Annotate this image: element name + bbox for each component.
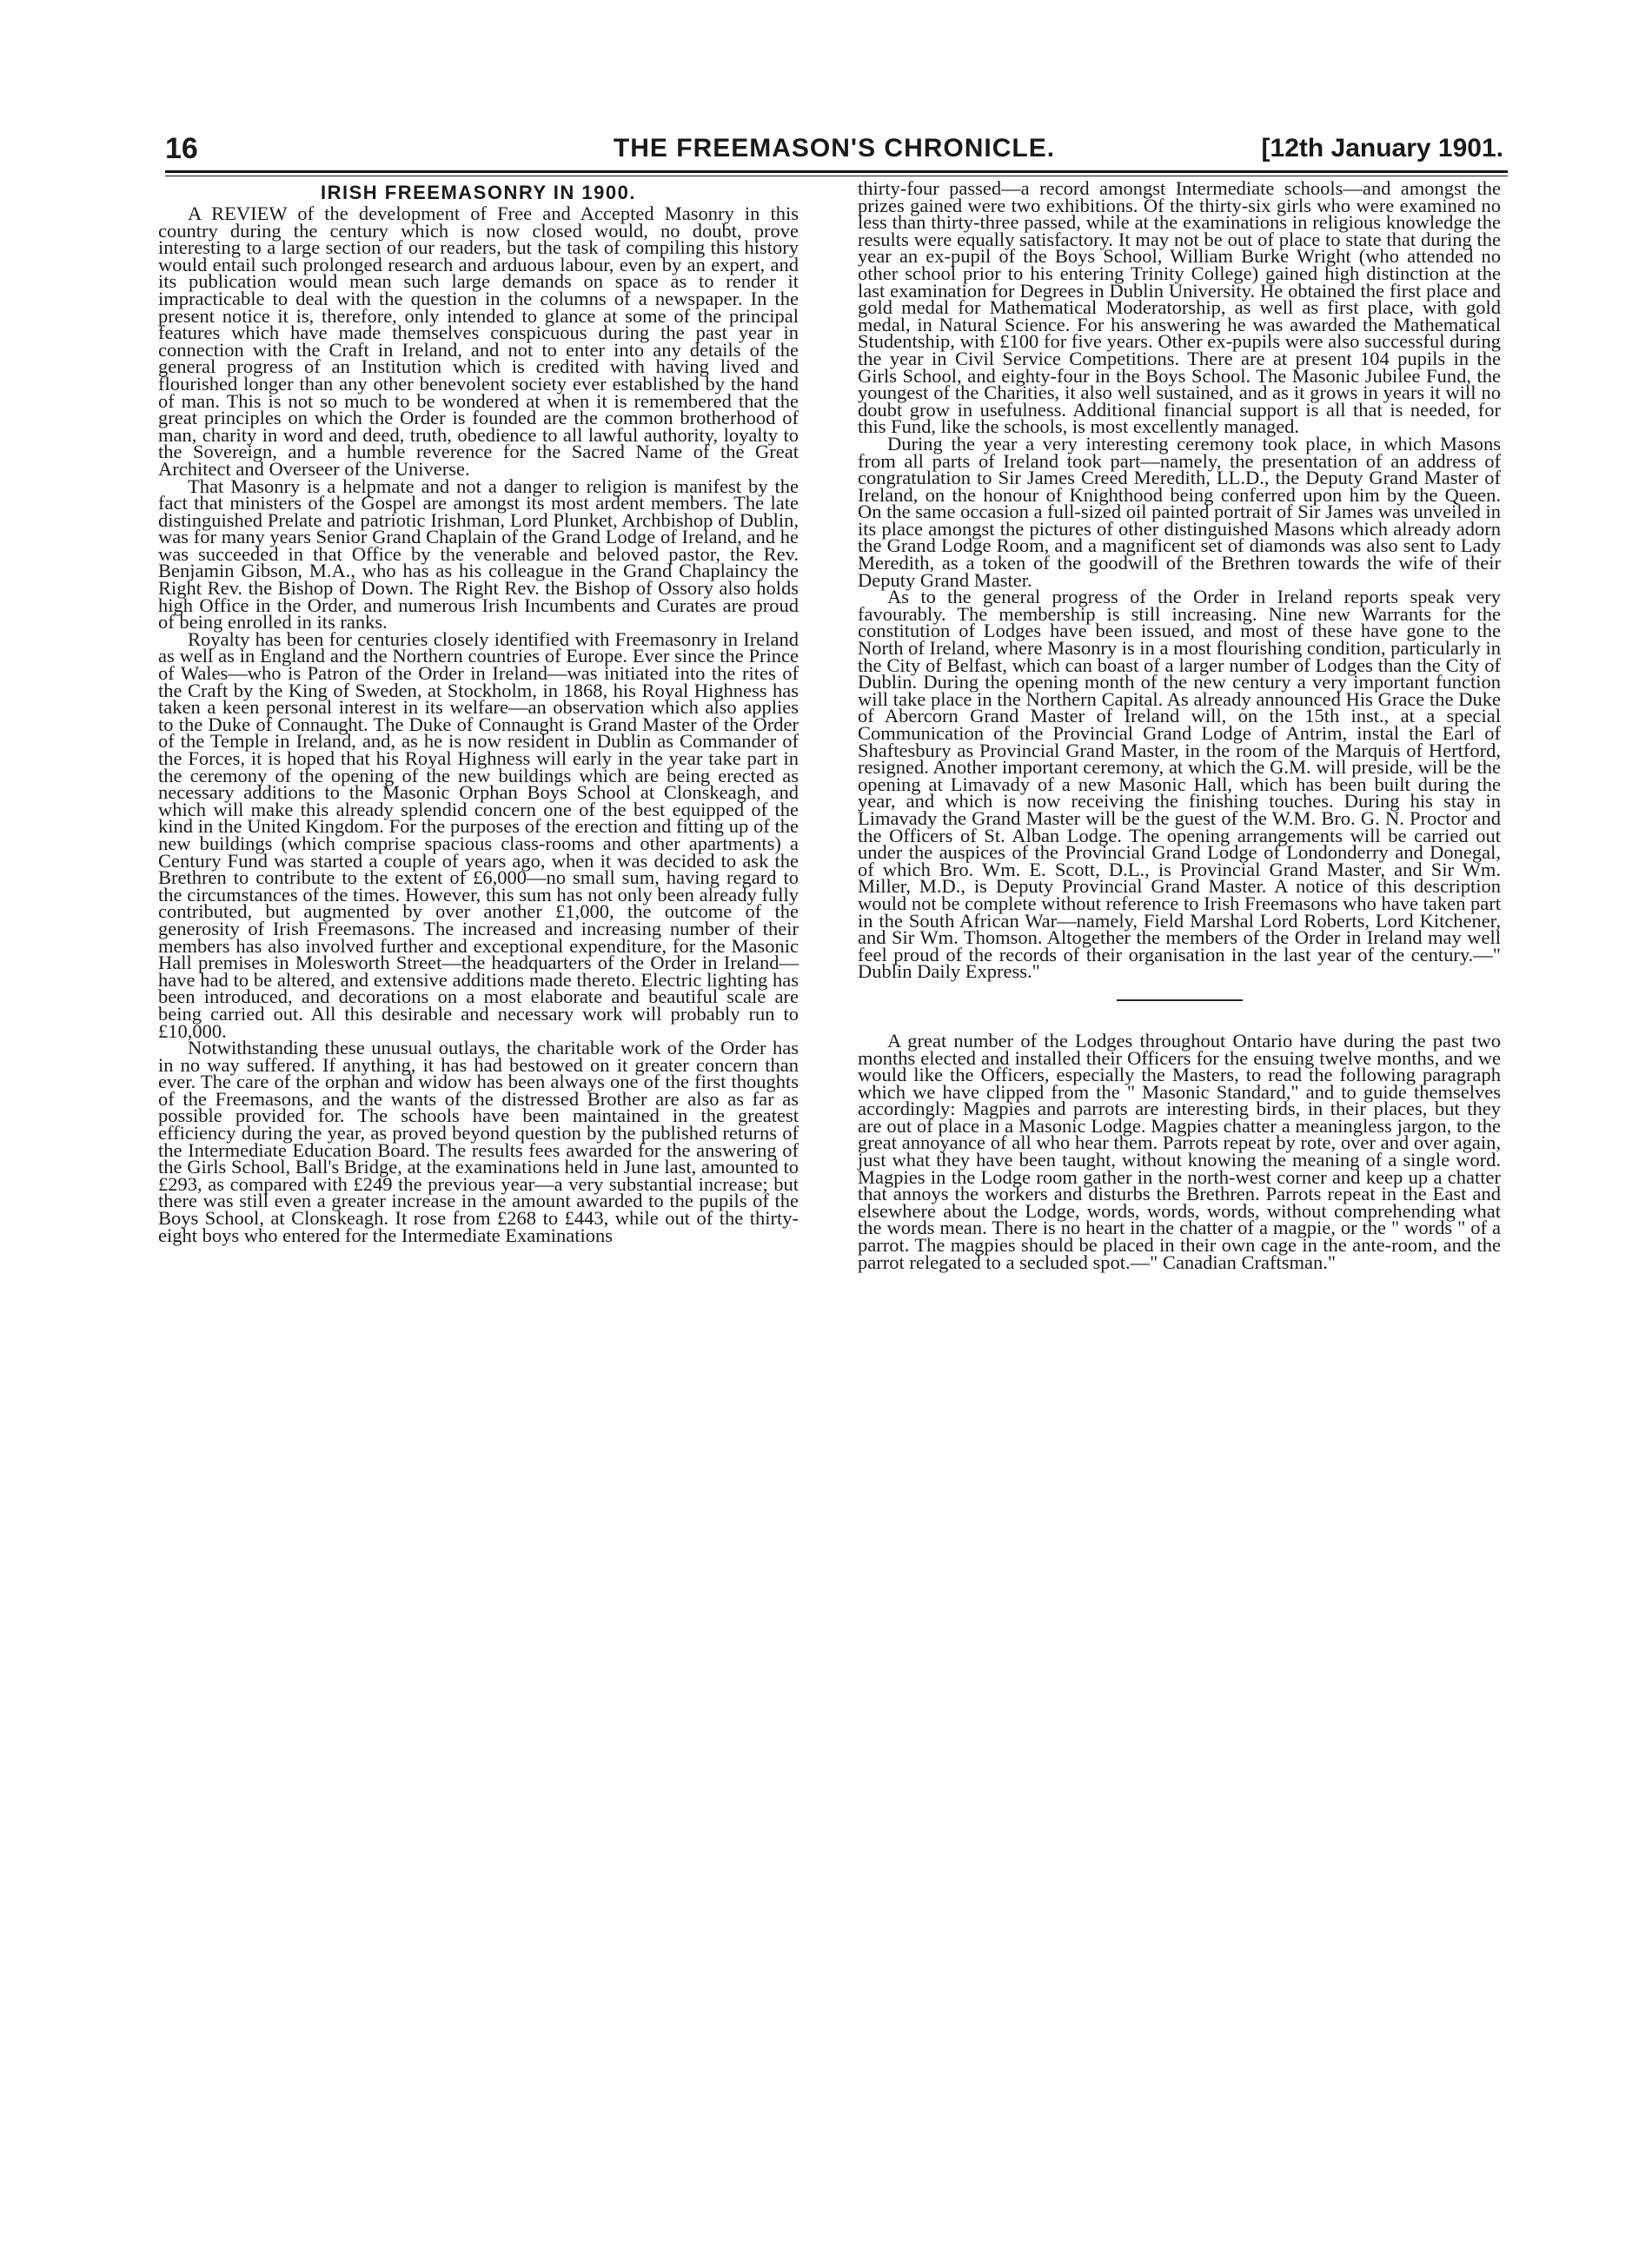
masthead bbox=[165, 130, 1503, 172]
section-divider bbox=[1117, 999, 1243, 1001]
article-paragraph: Notwithstanding these unusual outlays, the charitable work of the Order has in no way suffered. If anything, it has had bestowed on it greater concern than ever. The care of the orphan and widow has been always one of the first thoughts of the Freemasons, and the wants of the distressed Brother are also as far as possible provided for. The schools have been maintained in the greatest efficiency during the year, as proved beyond question by the published returns of the Intermediate Education Board. The results fees awarded for the answering of the Girls School, Ball's Bridge, at the examinations held in June last, amounted to £293, as compared with £249 the previous year—a very substantial increase; but there was still even a greater increase in the amount awarded to the pupils of the Boys School, at Clonskeagh. It rose from £268 to £443, while out of the thirty-eight boys who entered for the Intermediate Examinations bbox=[158, 1037, 799, 1246]
second-article-paragraph: A great number of the Lodges throughout Ontario have during the past two months elected and installed their Officers for the ensuing twelve months, and we would like the Officers, especially the Masters, to read the following paragraph which we have clipped from the " Masonic Standard," and to guide themselves accordingly: Magpies and parrots are interesting birds, in their places, but they are out of place in a Masonic Lodge. Magpies chatter a meaningless jargon, to the great annoyance of all who hear them. Parrots repeat by rote, over and over again, just what they have been taught, without knowing the meaning of a single word. Magpies in the Lodge room gather in the north-west corner and keep up a chatter that annoys the workers and disturbs the Brethren. Parrots repeat in the East and elsewhere about the Lodge, words, words, words, without comprehending what the words mean. There is no heart in the chatter of a magpie, or the " words " of a parrot. The magpies should be placed in their own cage in the ante-room, and the parrot relegated to a secluded spot.—" Canadian Craftsman." bbox=[858, 1029, 1501, 1273]
right-column bbox=[858, 177, 1501, 1273]
article-paragraph: Royalty has been for centuries closely identified with Freemasonry in Ireland as well as in England and the Northern countries of Europe. Ever since the Prince of Wales—who is Patron of the Order in Ireland—was initiated into the rites of the Craft by the King of Sweden, at Stockholm, in 1868, his Royal Highness has taken a keen personal interest in its welfare—an observation which also applies to the Duke of Connaught. The Duke of Connaught is Grand Master of the Order of the Temple in Ireland, and, as he is now resident in Dublin as Commander of the Forces, it is hoped that his Royal Highness will early in the year take part in the ceremony of the opening of the new buildings which are being erected as necessary additions to the Masonic Orphan Boys School at Clonskeagh, and which will make this already splendid concern one of the best equipped of the kind in the United Kingdom. For the purposes of the erection and fitting up of the new buildings (which comprise spacious class-rooms and other apartments) a Century Fund was started a couple of years ago, when it was decided to ask the Brethren to contribute to the extent of £6,000—no small sum, having regard to the circumstances of the times. However, this sum has not only been already fully contributed, but augmented by over another £1,000, the outcome of the generosity of Irish Freemasons. The increased and increasing number of their members has also involved further and exceptional expenditure, for the Masonic Hall premises in Molesworth Street—the headquarters of the Order in Ireland—have had to be altered, and extensive additions made thereto. Electric lighting has been introduced, and decorations on a most elaborate and beautiful scale are being carried out. All this desirable and necessary work will probably run to £10,000. bbox=[158, 627, 799, 1042]
left-column bbox=[158, 180, 799, 1244]
publication-title: THE FREEMASON'S CHRONICLE. bbox=[613, 134, 1056, 163]
article-paragraph: During the year a very interesting ceremony took place, in which Masons from all parts of Ireland took part—namely, the presentation of an address of congratulation to Sir James Creed Meredith, LL.D., the Deputy Grand Master of Ireland, on the honour of Knighthood being conferred upon him by the Queen. On the same occasion a full-sized oil painted portrait of Sir James was unveiled in its place amongst the pictures of other distinguished Masons which already adorn the Grand Lodge Room, and a magnificent set of diamonds was also sent to Lady Meredith, as a token of the goodwill of the Brethren towards the wife of their Deputy Grand Master. bbox=[858, 432, 1501, 591]
article-paragraph: thirty-four passed—a record amongst Intermediate schools—and amongst the prizes gained were two exhibitions. Of the thirty-six girls who were examined no less than thirty-three passed, while at the examinations in religious knowledge the results were equally satisfactory. It may not be out of place to state that during the year an ex-pupil of the Boys School, William Burke Wright (who attended no other school prior to his entering Trinity College) gained high distinction at the last examination for Degrees in Dublin University. He obtained the first place and gold medal for Mathematical Moderatorship, as well as first place, with gold medal, in Natural Science. For his answering he was awarded the Mathematical Studentship, with £100 for five years. Other ex-pupils were also successful during the year in Civil Service Competitions. There are at present 104 pupils in the Girls School, and eighty-four in the Boys School. The Masonic Jubilee Fund, the youngest of the Charities, it also well sustained, and as it grows in years it will no doubt grow in usefulness. Additional financial support is all that is needed, for this Fund, like the schools, is most excellently managed. bbox=[858, 177, 1501, 438]
article-paragraph: A REVIEW of the development of Free and Accepted Masonry in this country during the century which is now closed would, no doubt, prove interesting to a large section of our readers, but the task of compiling this history would entail such prolonged research and arduous labour, even by an expert, and its publication would mean such large demands on space as to render it impracticable to deal with the question in the columns of a newspaper. In the present notice it is, therefore, only intended to glance at some of the principal features which have made themselves conspicuous during the past year in connection with the Craft in Ireland, and not to enter into any details of the general progress of an Institution which is credited with having lived and flourished longer than any other benevolent society ever established by the hand of man. This is not so much to be wondered at when it is remembered that the great principles on which the Order is founded are the common brotherhood of man, charity in word and deed, truth, obedience to all lawful authority, loyalty to the Sovereign, and a humble reverence for the Sacred Name of the Great Architect and Overseer of the Universe. bbox=[158, 202, 799, 480]
page-number: 16 bbox=[165, 132, 198, 165]
article-paragraph: That Masonry is a helpmate and not a danger to religion is manifest by the fact that ministers of the Gospel are amongst its most ardent members. The late distinguished Prelate and patriotic Irishman, Lord Plunket, Archbishop of Dublin, was for many years Senior Grand Chaplain of the Grand Lodge of Ireland, and he was succeeded in that Office by the venerable and beloved pastor, the Rev. Benjamin Gibson, M.A., who has as his colleague in the Grand Chaplaincy the Right Rev. the Bishop of Down. The Right Rev. the Bishop of Ossory also holds high Office in the Order, and numerous Irish Incumbents and Curates are proud of being enrolled in its ranks. bbox=[158, 474, 799, 634]
masthead-rule bbox=[165, 170, 1508, 173]
issue-date: [12th January 1901. bbox=[1261, 134, 1503, 163]
article-paragraph: As to the general progress of the Order in Ireland reports speak very favourably. The membership is still increasing. Nine new Warrants for the constitution of Lodges have been issued, and most of these have gone to the North of Ireland, where Masonry is in a most flourishing condition, particularly in the City of Belfast, which can boast of a larger number of Lodges than the City of Dublin. During the opening month of the new century a very important function will take place in the Northern Capital. As already announced His Grace the Duke of Abercorn Grand Master of Ireland will, on the 15th inst., at a special Communication of the Provincial Grand Lodge of Antrim, instal the Earl of Shaftesbury as Provincial Grand Master, in the room of the Marquis of Hertford, resigned. Another important ceremony, at which the G.M. will preside, will be the opening at Limavady of a new Masonic Hall, which has been built during the year, and which is now receiving the finishing touches. During his stay in Limavady the Grand Master will be the guest of the W.M. Bro. G. N. Proctor and the Officers of St. Alban Lodge. The opening arrangements will be carried out under the auspices of the Provincial Grand Lodge of Londonderry and Donegal, of which Bro. Wm. E. Scott, D.L., is Provincial Grand Master, and Sir Wm. Miller, M.D., is Deputy Provincial Grand Master. A notice of this description would not be complete without reference to Irish Freemasons who have taken part in the South African War—namely, Field Marshal Lord Roberts, Lord Kitchener, and Sir Wm. Thomson. Altogether the members of the Order in Ireland may well feel proud of the records of their organisation in the last year of the century.—" Dublin Daily Express." bbox=[858, 586, 1501, 983]
article-heading: IRISH FREEMASONRY IN 1900. bbox=[321, 182, 636, 203]
